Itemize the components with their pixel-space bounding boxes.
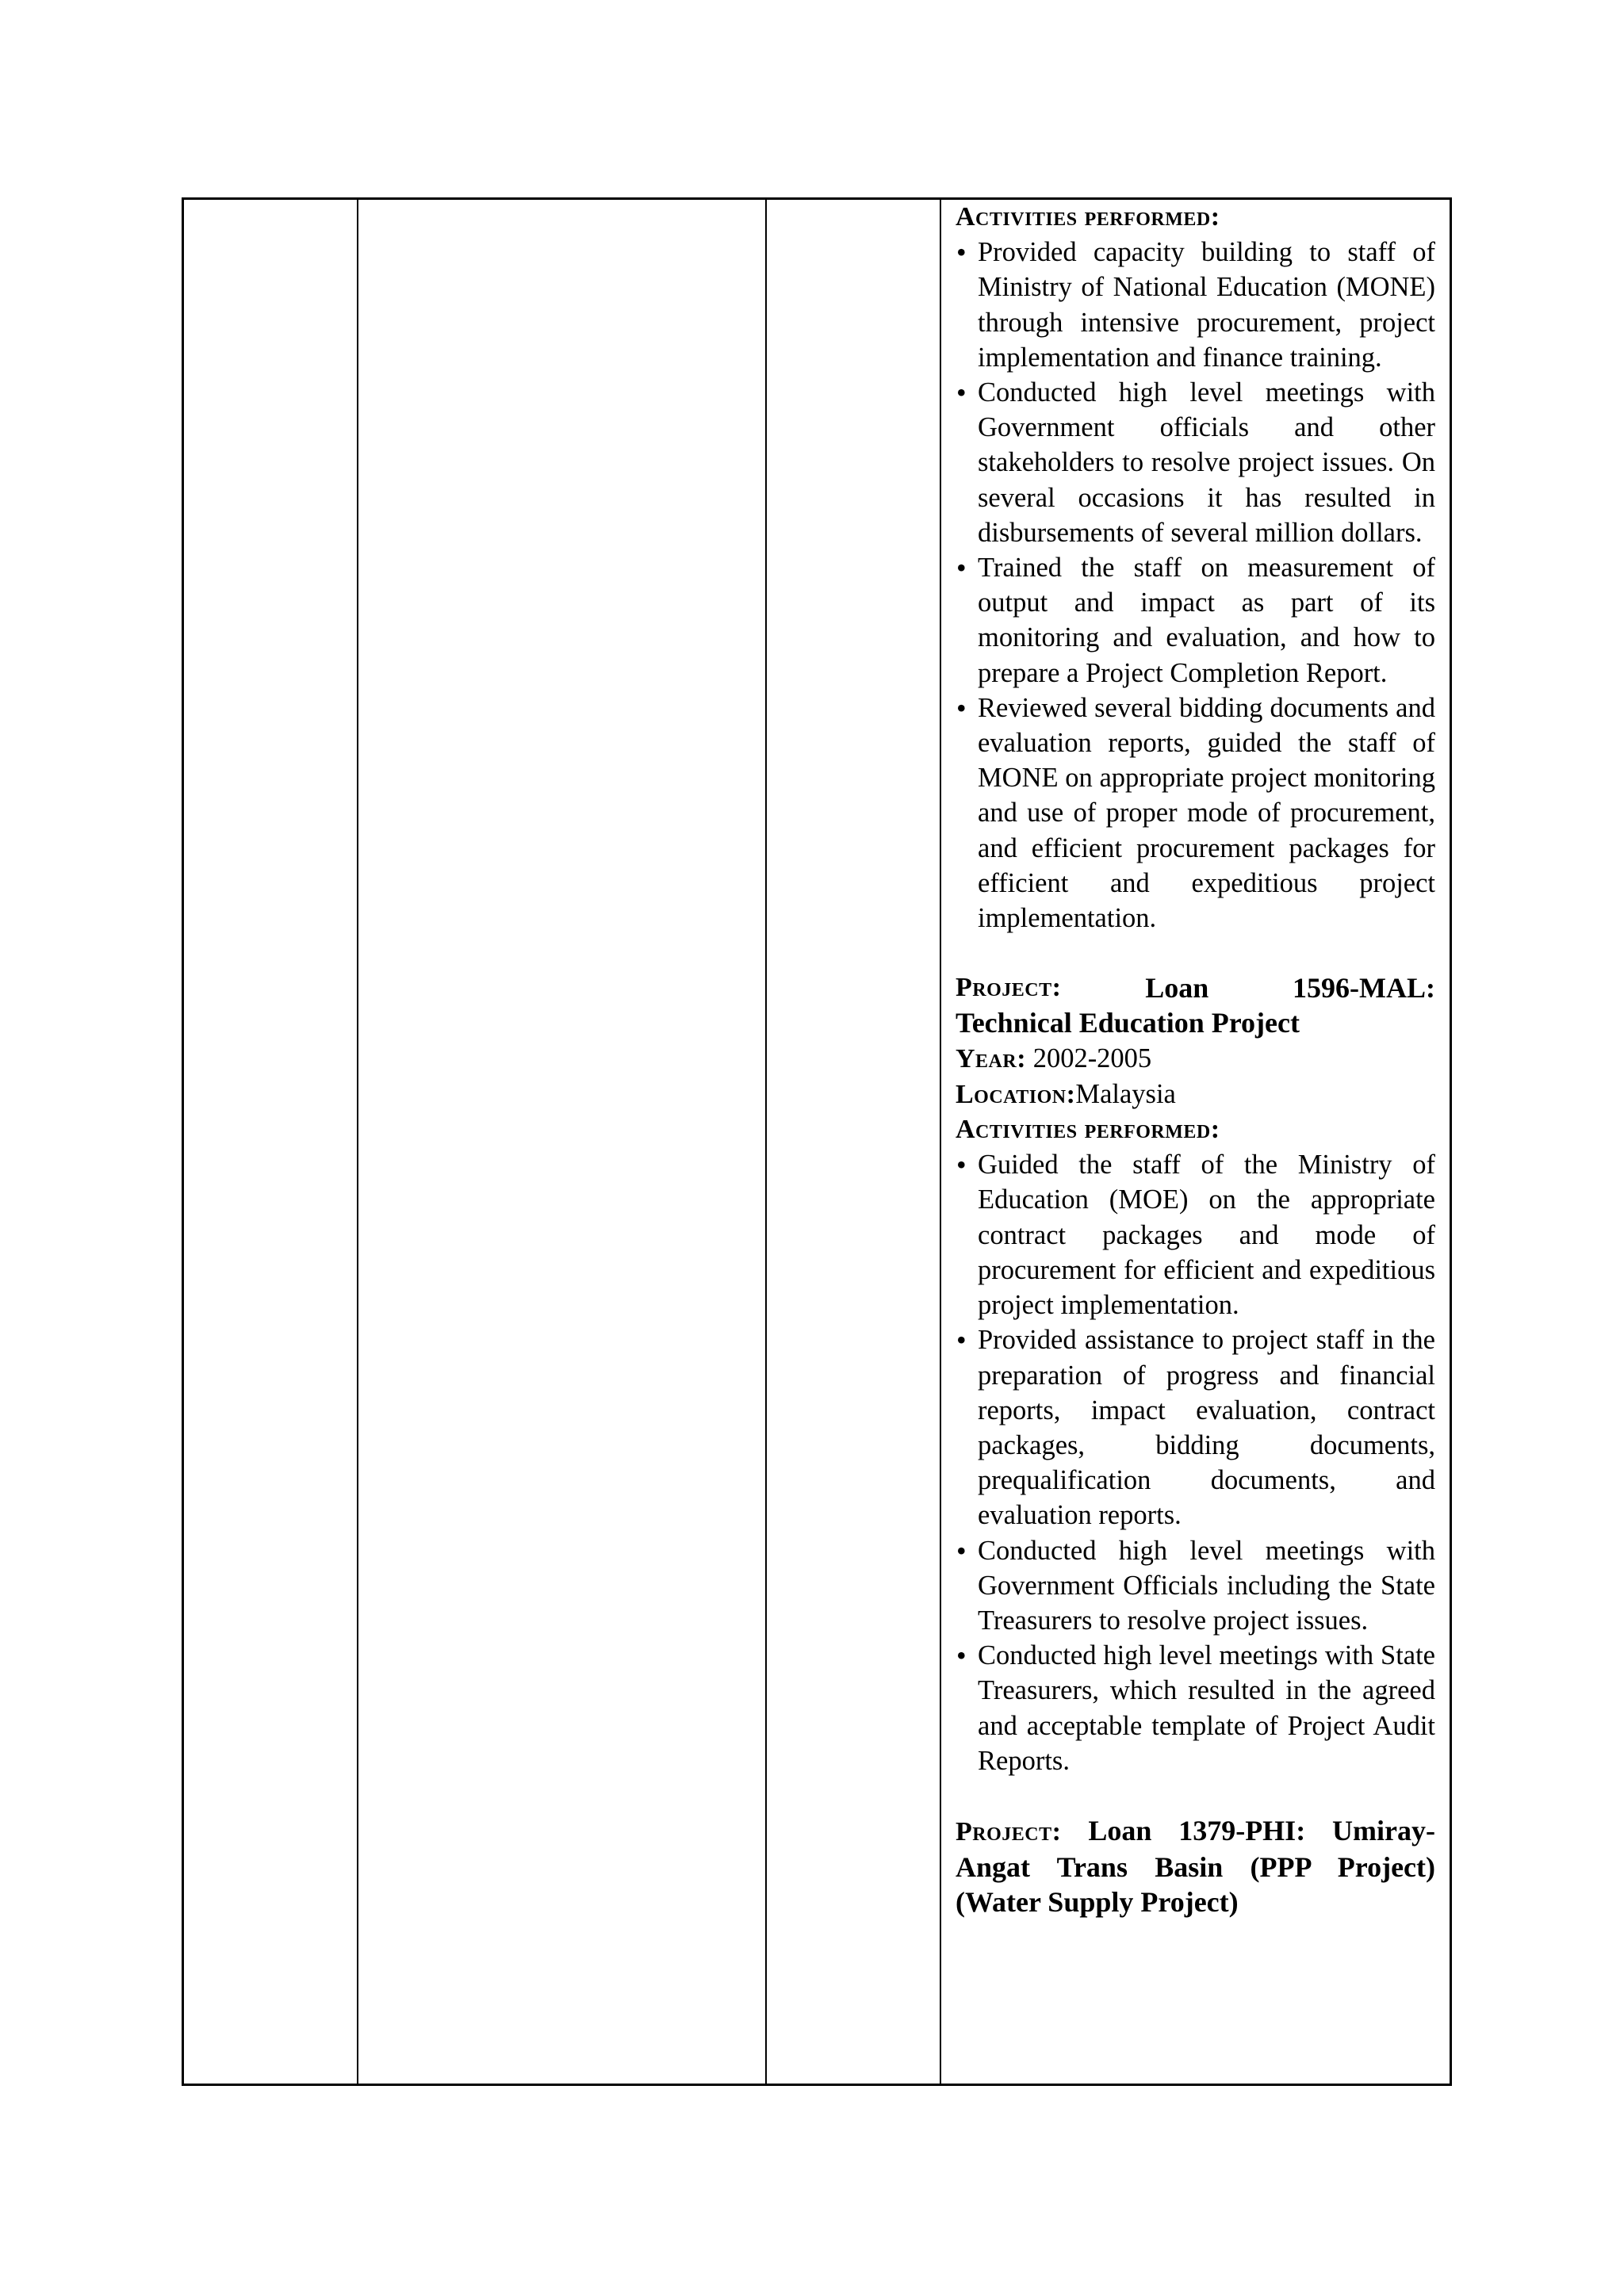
project-title-text: Loan 1379-PHI: Umiray-Angat Trans Basin (PPP Project) (Water Supply Project) xyxy=(956,1814,1435,1919)
column-divider xyxy=(765,200,767,2084)
activities-heading: Activities performed: xyxy=(956,202,1220,232)
project-title xyxy=(956,970,1435,1040)
list-item: • Provided assistance to project staff in the preparation of progress and financial reports, impact evaluation, contract packages, bidding documents, prequalification documents, and evaluation reports. xyxy=(956,1322,1435,1533)
project-title xyxy=(956,1813,1435,1920)
list-item: • Trained the staff on measurement of output and impact as part of its monitoring and evaluation, and how to prepare a Project Completion Report. xyxy=(956,550,1435,691)
year-label: Year: xyxy=(956,1043,1027,1073)
location-value: Malaysia xyxy=(1075,1078,1176,1109)
assignment-details-cell xyxy=(956,200,1435,2084)
list-item: • Reviewed several bidding documents and evaluation reports, guided the staff of MONE on appropriate project monitoring and use of proper mode of procurement, and efficient procurement packages for efficient and expeditious project implementation. xyxy=(956,691,1435,936)
location-label: Location: xyxy=(956,1079,1076,1109)
column-divider xyxy=(940,200,941,2084)
activities-list xyxy=(956,235,1435,936)
list-item: • Conducted high level meetings with Government officials and other stakeholders to resolve project issues. On several occasions it has resulted in disbursements of several million dollars. xyxy=(956,375,1435,550)
list-item: • Conducted high level meetings with Government Officials including the State Treasurers to resolve project issues. xyxy=(956,1533,1435,1639)
activities-list xyxy=(956,1147,1435,1778)
cv-experience-table xyxy=(182,197,1452,2086)
project-title-word: 1596-MAL: xyxy=(1293,972,1435,1004)
project-title-line: Technical Education Project xyxy=(956,1007,1300,1039)
activities-heading: Activities performed: xyxy=(956,1115,1220,1145)
project-label: Project: xyxy=(956,973,1062,1003)
project-location xyxy=(956,1077,1435,1112)
column-divider xyxy=(357,200,358,2084)
list-item: • Guided the staff of the Ministry of Education (MOE) on the appropriate contract packages and mode of procurement for efficient and expeditious project implementation. xyxy=(956,1147,1435,1322)
list-item: • Provided capacity building to staff of Ministry of National Education (MONE) through intensive procurement, project implementation and finance training. xyxy=(956,235,1435,375)
project-year xyxy=(956,1041,1435,1077)
year-value: 2002-2005 xyxy=(1032,1043,1152,1073)
project-label: Project: xyxy=(956,1816,1062,1846)
project-title-word: Loan xyxy=(1145,972,1209,1004)
list-item: • Conducted high level meetings with State Treasurers, which resulted in the agreed and acceptable template of Project Audit Reports. xyxy=(956,1638,1435,1778)
